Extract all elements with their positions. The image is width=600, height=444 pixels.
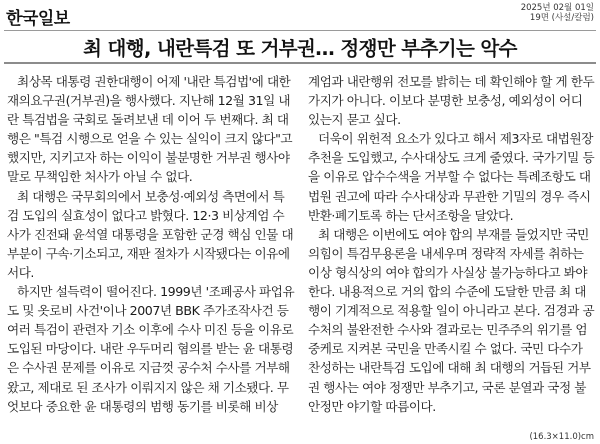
paragraph: 최 대행은 국무회의에서 보충성·예외성 측면에서 특검 도입의 실효성이 없다고 밝혔다. 12·3 비상계엄 수사가 진전돼 윤석열 대통령을 포함한 군경 핵심 인물 대부분이 구속·기소되고, 재판 절차가 시작됐다는 이유에서다.: [7, 188, 294, 280]
paragraph: 최 대행은 이번에도 여야 합의 부재를 들었지만 국민의힘이 특검무용론을 내세우며 정략적 자세를 취하는 이상 형식상의 여야 합의가 사실상 불가능하다고 봐야 한다. 내용적으로 거의 합의 수준에 도달한 만큼 최 대행이 기계적으로 적용할 일이 아니라고 본다. 검경과 공수처의 불완전한 수사와 결과로는 민주주의 위기를 엄중케로 지켜본 국민을 만족시킬 수 없다. 국민 다수가 찬성하는 내란특검 도입에 대해 최 대행의 거듭된 거부권 행사는 여야 정쟁만 부추기고, 국론 분열과 국정 불안정만 야기할 따름이다.: [308, 226, 595, 414]
top-rule: [4, 30, 596, 31]
right-column: [308, 72, 596, 416]
newspaper-logo: 한국일보: [6, 9, 70, 29]
paragraph: 하지만 설득력이 떨어진다. 1999년 '조폐공사 파업유도 및 옷로비 사건'이나 2007년 BBK 주가조작사건 등 여러 특검이 관련자 기소 이후에 수사 미진 등을 이유로 도입된 마당이다. 내란 우두머리 혐의를 받는 윤 대통령은 수사권 문제를 이유로 지금껏 공수처 수사를 거부해 왔고, 제대로 된 조사가 이뤄지지 않은 채 기소됐다. 무엇보다 중요한 윤 대통령의 범행 동기를 비롯해 비상: [7, 284, 295, 414]
masthead: [6, 4, 70, 28]
left-column: [7, 72, 295, 416]
page-section: 19면 (사설/칼럼): [529, 13, 594, 23]
paragraph: 최상목 대통령 권한대행이 어제 '내란 특검법'에 대한 재의요구권(거부권)을 행사했다. 지난해 12월 31일 내란 특검법을 국회로 돌려보낸 데 이어 두 번째다. 최 대행은 "특검 시행으로 얻을 수 있는 실익이 크지 않다"고 했지만, 지키고자 하는 이익이 불분명한 거부권 행사야말로 무책임한 처사가 아닐 수 없다.: [7, 74, 293, 185]
clipping-size: (16.3×11.0)cm: [529, 432, 594, 442]
paragraph: 계엄과 내란행위 전모를 밝히는 데 확인해야 할 게 한두 가지가 아니다. 이보다 분명한 보충성, 예외성이 어디 있는지 묻고 싶다.: [308, 74, 595, 128]
paragraph: 더욱이 위헌적 요소가 있다고 해서 제3자로 대법원장 추천을 도입했고, 수사대상도 크게 줄였다. 국가기밀 등을 이유로 압수수색을 거부할 수 없다는 특례조항도 대법원 권고에 따라 수사대상과 무관한 기밀의 경우 즉시 반환·폐기토록 하는 단서조항을 달았다.: [308, 131, 595, 223]
headline-divider: [4, 62, 596, 64]
dateline: [521, 3, 594, 23]
headline: 최 대행, 내란특검 또 거부권… 정쟁만 부추기는 악수: [83, 37, 517, 60]
publication-date: 2025년 02월 01일: [520, 3, 594, 13]
